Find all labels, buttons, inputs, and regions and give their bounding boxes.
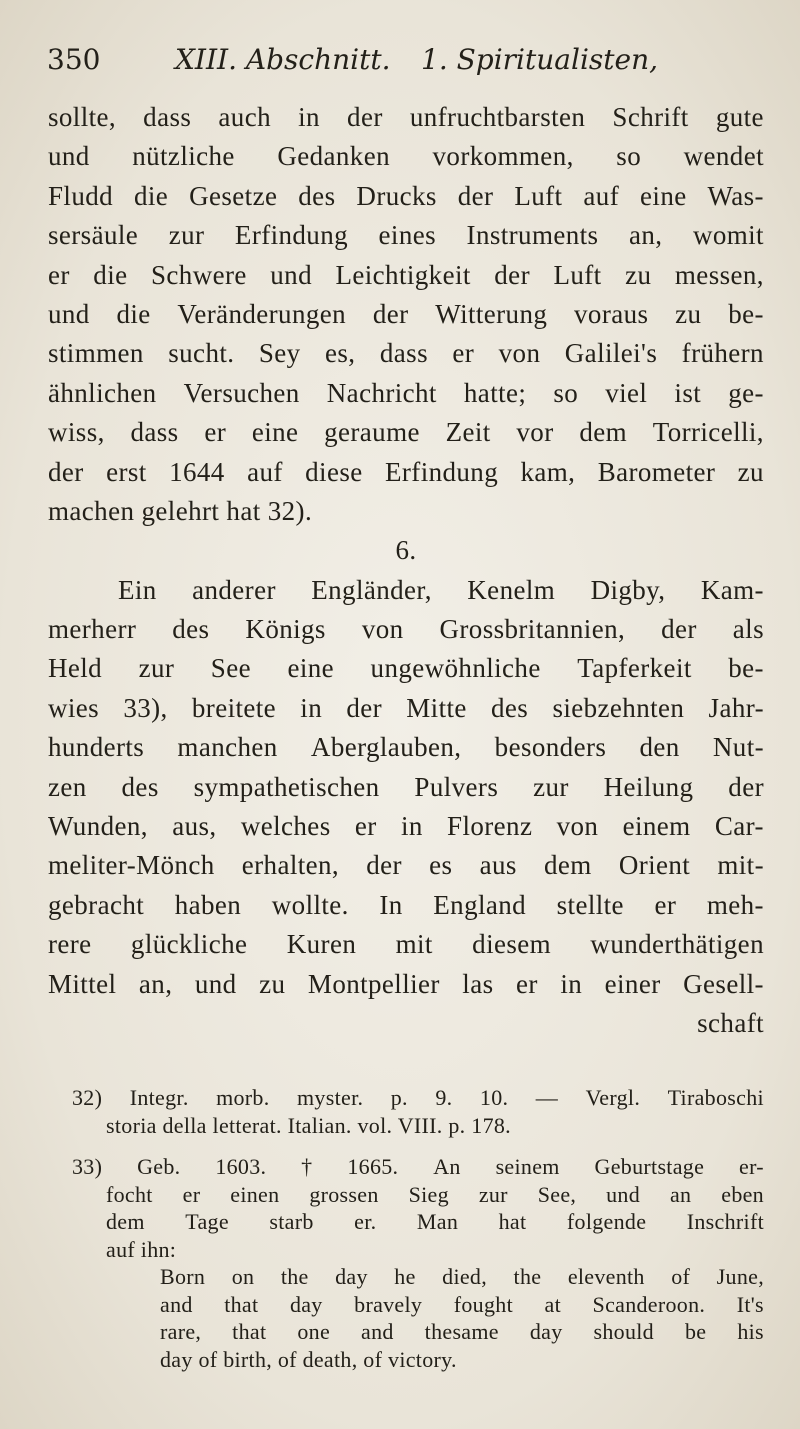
main-text [48,98,764,1043]
footnote-33-line: dem Tage starb er. Man hat folgende Inschrift [106,1209,764,1234]
running-header [47,40,767,80]
text-line: und nützliche Gedanken vorkommen, so wendet [48,141,764,172]
text-line: Held zur See eine ungewöhnliche Tapferkeit be- [48,653,764,684]
text-line: sersäule zur Erfindung eines Instruments an, womit [48,220,764,251]
section-number: 6. [395,535,417,566]
section-title: 1. Spiritualisten, [421,43,659,76]
text-line: Ein anderer Engländer, Kenelm Digby, Kam- [118,574,764,605]
text-line: gebracht haben wollte. In England stellte er meh- [48,889,764,920]
text-line: sollte, dass auch in der unfruchtbarsten Schrift gute [48,102,764,132]
chapter-title: XIII. Abschnitt. [175,43,391,76]
footnote-33-line: 33) Geb. 1603. † 1665. An seinem Geburtstage er- [72,1154,764,1179]
text-line: Wunden, aus, welches er in Florenz von einem Car- [48,811,764,842]
footnotes [72,1084,764,1373]
text-line: hunderts manchen Aberglauben, besonders den Nut- [48,732,764,763]
text-line: rere glückliche Kuren mit diesem wunderthätigen [48,929,764,960]
text-line: Fludd die Gesetze des Drucks der Luft auf eine Was- [48,180,764,211]
footnote-32-line: storia della letterat. Italian. vol. VIII. p. 178. [106,1112,511,1138]
verse-line: Born on the day he died, the eleventh of June, [160,1264,764,1289]
footnote-33-line: focht er einen grossen Sieg zur See, und an eben [106,1181,764,1207]
verse-line: and that day bravely fought at Scanderoon. It's [160,1291,764,1317]
text-line: merherr des Königs von Grossbritannien, der als [48,614,764,645]
text-line: Mittel an, und zu Montpellier las er in einer Gesell- [48,968,764,999]
catchword: schaft [697,1007,764,1038]
text-line: machen gelehrt hat 32). [48,495,313,526]
text-line: meliter-Mönch erhalten, der es aus dem Orient mit- [48,850,764,881]
text-line: der erst 1644 auf diese Erfindung kam, Barometer zu [48,456,764,487]
footnote-33-line: auf ihn: [106,1236,177,1262]
text-line: zen des sympathetischen Pulvers zur Heilung der [48,771,764,802]
text-line: wiss, dass er eine geraume Zeit vor dem Torricelli, [48,417,764,448]
page-number: 350 [47,43,101,76]
text-line: wies 33), breitete in der Mitte des siebzehnten Jahr- [48,692,764,723]
footnote-32-line: 32) Integr. morb. myster. p. 9. 10. — Vergl. Tiraboschi [72,1085,764,1110]
text-line: und die Veränderungen der Witterung voraus zu be- [48,298,764,329]
verse-line: rare, that one and thesame day should be his [160,1319,764,1344]
text-line: ähnlichen Versuchen Nachricht hatte; so viel ist ge- [48,377,764,408]
text-line: er die Schwere und Leichtigkeit der Luft zu messen, [48,259,764,290]
verse-line: day of birth, of death, of victory. [160,1346,457,1372]
text-line: stimmen sucht. Sey es, dass er von Galilei's frühern [48,338,764,369]
